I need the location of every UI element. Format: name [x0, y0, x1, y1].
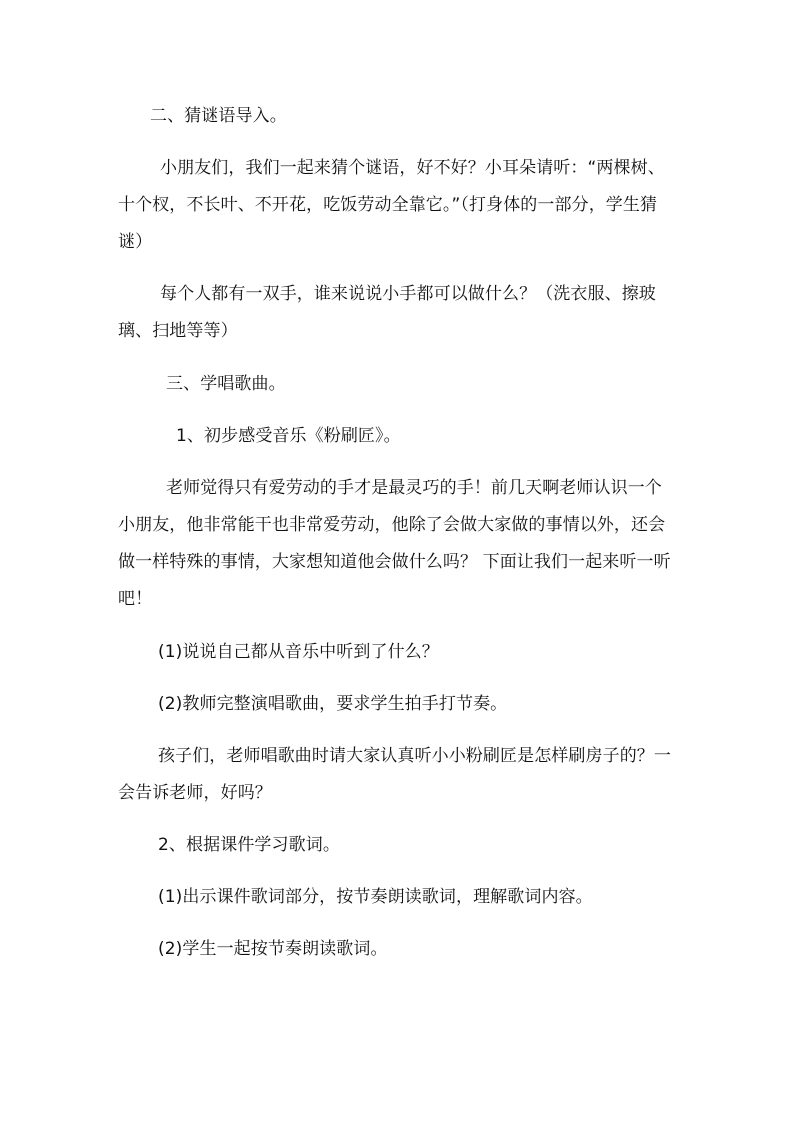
- hands-question-paragraph: 每个人都有一双手，谁来说说小手都可以做什么？（洗衣服、擦玻璃、扫地等等）: [118, 284, 656, 341]
- subheading-feel-music: 1、初步感受音乐《粉刷匠》。: [176, 426, 401, 446]
- document-body: [118, 98, 678, 968]
- section-heading-learn-song: 三、学唱歌曲。: [166, 374, 286, 394]
- numbered-item-read-lyrics: (2)学生一起按节奏朗读歌词。: [158, 939, 388, 959]
- teacher-story-paragraph: 老师觉得只有爱劳动的手才是最灵巧的手！前几天啊老师认识一个小朋友，他非常能干也非常爱劳动，他除了会做大家做的事情以外，还会做一样特殊的事情，大家想知道他会做什么吗？ 下面让我们一起来听一听吧！: [118, 478, 671, 609]
- numbered-item-listen: (1)说说自己都从音乐中听到了什么？: [158, 642, 439, 662]
- numbered-item-show-lyrics: (1)出示课件歌词部分，按节奏朗读歌词，理解歌词内容。: [158, 887, 593, 907]
- numbered-item-teacher-sing: (2)教师完整演唱歌曲，要求学生拍手打节奏。: [158, 694, 508, 714]
- riddle-paragraph: 小朋友们，我们一起来猜个谜语，好不好？小耳朵请听：“两棵树、十个杈，不长叶、不开花，吃饭劳动全靠它。”（打身体的一部分，学生猜谜）: [118, 158, 665, 252]
- children-instruction-paragraph: 孩子们，老师唱歌曲时请大家认真听小小粉刷匠是怎样刷房子的？一会告诉老师，好吗？: [118, 746, 671, 803]
- subheading-learn-lyrics: 2、根据课件学习歌词。: [158, 835, 340, 855]
- section-heading-riddle-intro: 二、猜谜语导入。: [150, 106, 287, 126]
